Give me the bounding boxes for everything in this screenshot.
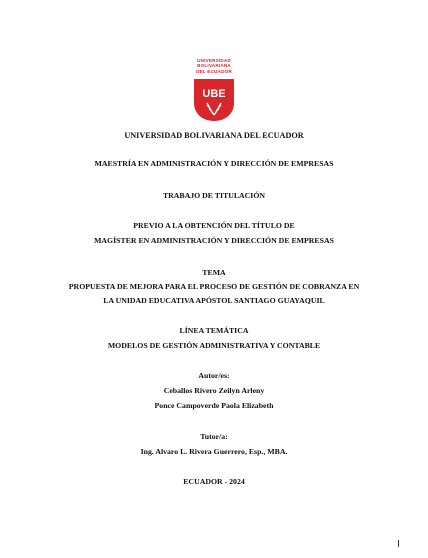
author-2: Ponce Campoverde Paola Elizabeth	[154, 401, 274, 410]
topic-line-2: LA UNIDAD EDUCATIVA APÓSTOL SANTIAGO GUAYAQUIL	[103, 296, 325, 305]
topic-line-1: PROPUESTA DE MEJORA PARA EL PROCESO DE GESTIÓN DE COBRANZA EN	[68, 282, 360, 291]
work-type: TRABAJO DE TITULACIÓN	[162, 191, 266, 200]
tutor-name: Ing. Alvaro L. Rivera Guerrero, Esp., MBA.	[140, 447, 288, 456]
topic-label: TEMA	[202, 268, 226, 277]
place-year: ECUADOR - 2024	[183, 477, 245, 486]
logo-text-line2: BOLIVARIANA	[197, 63, 231, 69]
text-cursor	[398, 540, 399, 547]
thematic-value: MODELOS DE GESTIÓN ADMINISTRATIVA Y CONTABLE	[107, 341, 321, 350]
logo-text-line3: DEL ECUADOR	[196, 68, 232, 74]
tutor-label: Tutor/a:	[200, 432, 228, 441]
degree-line-2: MAGÍSTER EN ADMINISTRACIÓN Y DIRECCIÓN DE EMPRESAS	[94, 236, 334, 245]
logo-text-line1: UNIVERSIDAD	[197, 58, 231, 63]
authors-label: Autor/es:	[198, 371, 230, 380]
program-name: MAESTRÍA EN ADMINISTRACIÓN Y DIRECCIÓN DE EMPRESAS	[94, 159, 334, 168]
author-1: Ceballos Rivero Zeilyn Arleny	[163, 386, 265, 395]
shield-text: UBE	[202, 88, 226, 101]
thematic-label: LÍNEA TEMÁTICA	[179, 326, 249, 335]
university-name: UNIVERSIDAD BOLIVARIANA DEL ECUADOR	[124, 131, 304, 140]
degree-line-1: PREVIO A LA OBTENCIÓN DEL TÍTULO DE	[133, 221, 295, 230]
university-logo	[184, 58, 244, 123]
shield-icon	[191, 77, 237, 123]
